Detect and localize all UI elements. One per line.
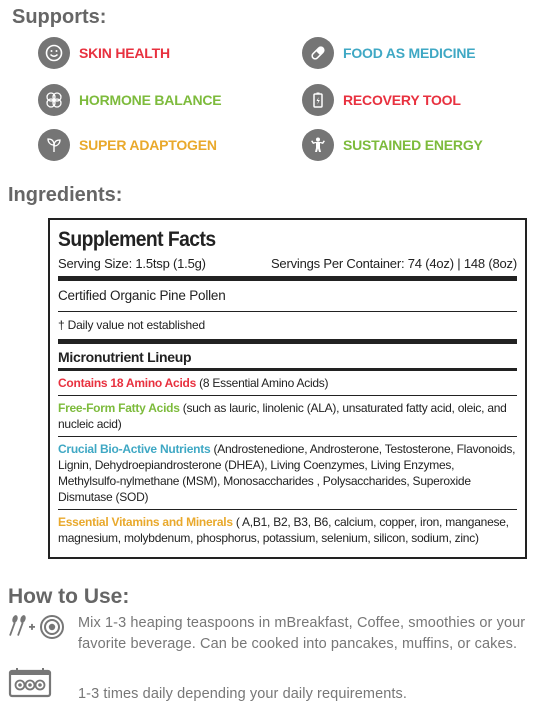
support-item-hormone-balance [38,83,221,117]
supports-grid [38,36,518,171]
step-text: 1-3 times daily depending your daily requirements. [78,686,408,702]
nutrient-name: Free-Form Fatty Acids [58,401,180,415]
support-label: RECOVERY TOOL [343,92,461,108]
battery-icon [302,84,334,116]
how-to-use-step-1 [8,613,548,655]
nutrient-name: Essential Vitamins and Minerals [58,515,233,529]
nutrient-bio-active [58,437,517,509]
nutrient-name: Contains 18 Amino Acids [58,376,197,390]
support-label: SUPER ADAPTOGEN [79,137,217,153]
serving-size: Serving Size: 1.5tsp (1.5g) [58,256,206,271]
strongman-icon [302,129,334,161]
support-item-skin-health [38,36,170,70]
daily-value-note: † Daily value not established [58,318,205,332]
how-to-use-heading: How to Use: [8,585,130,608]
spoon-plus-drink-icon [8,613,78,655]
nutrient-amino-acids [58,371,517,395]
support-label: SUSTAINED ENERGY [343,137,483,153]
support-item-super-adaptogen [38,128,217,162]
nutrient-name: Crucial Bio-Active Nutrients [58,442,211,456]
support-item-food-as-medicine [302,36,475,70]
calendar-icon [8,684,78,705]
nutrient-detail: ( A,B1, B2, B3, B6, calcium, copper, iron, manganese, magnesium, molybdenum, phosphorus, potassium, selenium, silicon, sodium, zinc) [58,515,509,545]
ingredient-name: Certified Organic Pine Pollen [58,288,226,303]
ingredients-heading: Ingredients: [8,184,123,206]
nutrient-detail: (Androstenedione, Androsterone, Testosterone, Flavonoids, Lignin, Dehydroepiandrosterone (DHEA), Living Coenzymes, Living Enzymes, Methylsulfo-nylmethane (MSM), Monosaccharides , Polysaccharides, Superoxide Dismutase (SOD) [58,442,516,504]
supports-heading: Supports: [12,6,107,28]
support-item-recovery-tool [302,83,461,117]
servings-per-container: Servings Per Container: 74 (4oz) | 148 (8oz) [270,256,517,271]
supplement-facts-title: Supplement Facts [58,228,216,251]
serving-info-row [58,256,517,271]
nutrient-fatty-acids [58,396,517,436]
molecule-icon [38,84,70,116]
nutrient-detail: (8 Essential Amino Acids) [196,376,329,390]
pill-icon [302,37,334,69]
support-label: FOOD AS MEDICINE [343,45,476,61]
leaf-icon [38,129,70,161]
smile-icon [38,37,70,69]
how-to-use-step-2 [8,684,548,705]
micronutrient-lineup-title: Micronutrient Lineup [58,349,192,365]
nutrient-vitamins-minerals [58,510,517,550]
nutrient-detail: (such as lauric, linolenic (ALA), unsaturated fatty acid, oleic, and nucleic acid) [58,401,507,431]
support-label: HORMONE BALANCE [79,92,222,108]
support-label: SKIN HEALTH [79,45,170,61]
step-text: Mix 1-3 heaping teaspoons in mBreakfast, Coffee, smoothies or your favorite beverage. Can be cooked into pancakes, muffins, or cakes. [78,615,526,652]
supplement-facts-panel [48,218,527,559]
support-item-sustained-energy [302,128,483,162]
